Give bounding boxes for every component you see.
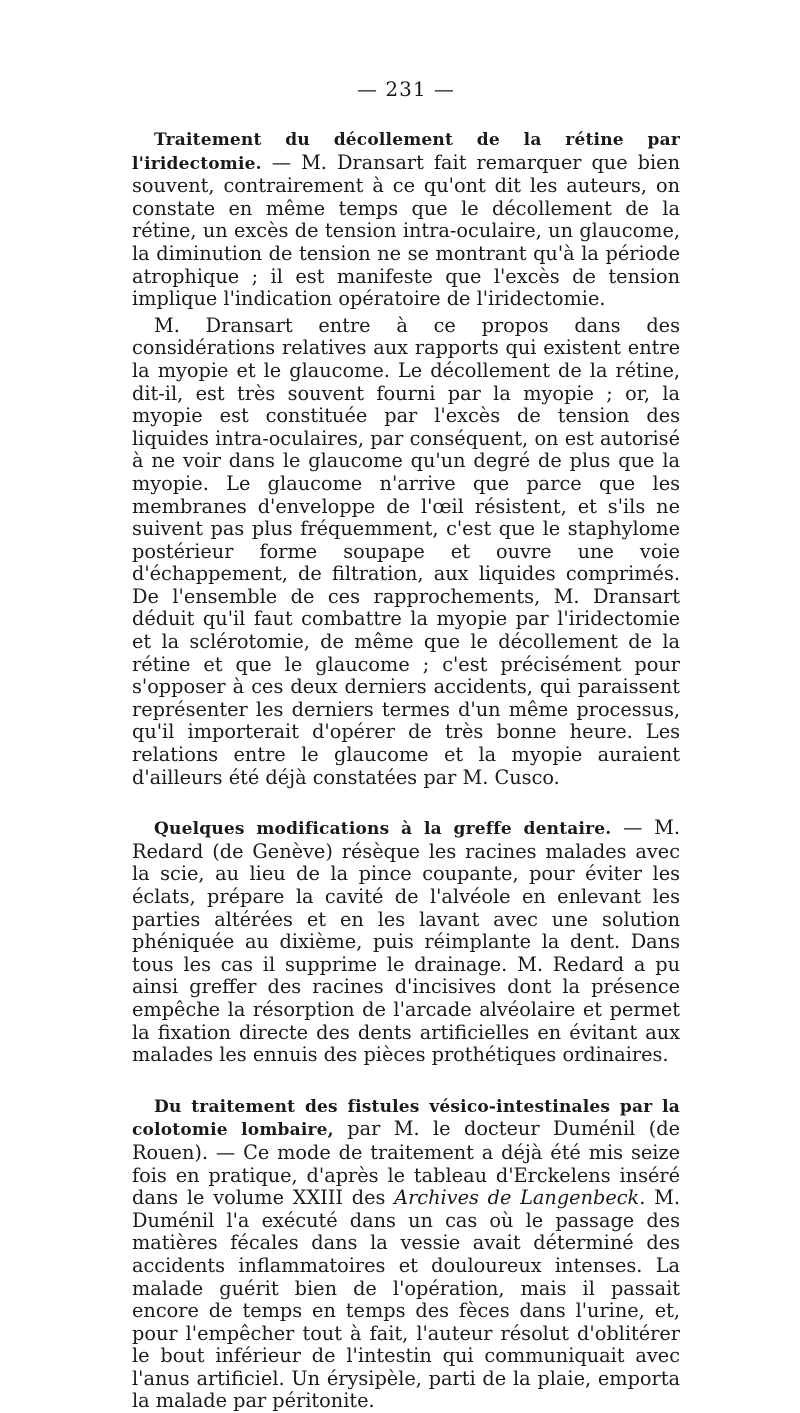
paragraph-iridectomie <box>132 128 680 311</box>
paragraph-fistules-body-end: M. Duménil l'a exécuté dans un cas où le passage des matières fécales dans la vessie avait déterminé des accidents inflammatoires et douloureux intenses. La malade guérit bien de l'opération, mais il passait encore de temps en temps des fèces dans l'urine, et, pour l'empêcher tout à fait, l'auteur résolut d'oblitérer le bout inférieur de l'intestin qui communiquait avec l'anus artificiel. Un érysipèle, parti de la plaie, emporta la malade par péritonite. <box>132 1186 680 1413</box>
section-heading-iridectomie: Traitement du décollement de la rétine par l'iridectomie. <box>132 130 680 174</box>
journal-title: Archives de Langenbeck. <box>394 1186 646 1210</box>
page-number: — 231 — <box>357 77 455 101</box>
paragraph-iridectomie-body: — M. Dransart fait remarquer que bien souvent, contrairement à ce qu'ont dit les auteurs, on constate en même temps que le décollement de la rétine, un excès de tension intra-oculaire, un glaucome, la diminution de tension ne se montrant qu'à la période atrophique ; il est manifeste que l'excès de tension implique l'indication opératoire de l'iridectomie. <box>132 150 680 311</box>
section-heading-greffe-dentaire: Quelques modifications à la greffe dentaire. <box>154 819 612 840</box>
paragraph-myopie-glaucome <box>132 315 680 789</box>
paragraph-fistules <box>132 1095 680 1413</box>
paragraph-fistules-body-start: par M. le docteur Duménil (de Rouen). — Ce mode de traitement a déjà été mis seize fois en pratique, d'après le tableau d'Erckelens inséré dans le volume XXIII des <box>132 1117 680 1210</box>
paragraph-greffe-dentaire-body: — M. Redard (de Genève) résèque les racines malades avec la scie, au lieu de la pince coupante, pour éviter les éclats, prépare la cavité de l'alvéole en enlevant les parties altérées et en les lavant avec une solution phéniquée au dixième, puis réimplante la dent. Dans tous les cas il supprime le drainage. M. Redard a pu ainsi greffer des racines d'incisives dont la présence empêche la résorption de l'arcade alvéolaire et permet la fixation directe des dents artificielles en évitant aux malades les ennuis des pièces prothétiques ordinaires. <box>132 816 680 1067</box>
document-page <box>132 77 680 1413</box>
paragraph-myopie-glaucome-body: M. Dransart entre à ce propos dans des considérations relatives aux rapports qui existent entre la myopie et le glaucome. Le décollement de la rétine, dit-il, est très souvent fourni par la myopie ; or, la myopie est constituée par l'excès de tension des liquides intra-oculaires, par conséquent, on est autorisé à ne voir dans le glaucome qu'un degré de plus que la myopie. Le glaucome n'arrive que parce que les membranes d'enveloppe de l'œil résistent, et s'ils ne suivent pas plus fréquemment, c'est que le staphylome postérieur forme soupape et ouvre une voie d'échappement, de filtration, aux liquides comprimés. De l'ensemble de ces rapprochements, M. Dransart déduit qu'il faut combattre la myopie par l'iridectomie et la sclérotomie, de même que le décollement de la rétine et que le glaucome ; c'est précisément pour s'opposer à ces deux derniers accidents, qui paraissent représenter les derniers termes d'un même processus, qu'il importerait d'opérer de très bonne heure. Les relations entre le glaucome et la myopie auraient d'ailleurs été déjà constatées par M. Cusco. <box>132 313 680 789</box>
paragraph-greffe-dentaire <box>132 817 680 1067</box>
section-heading-fistules: Du traitement des fistules vésico-intestinales par la colotomie lombaire, <box>132 1096 680 1141</box>
